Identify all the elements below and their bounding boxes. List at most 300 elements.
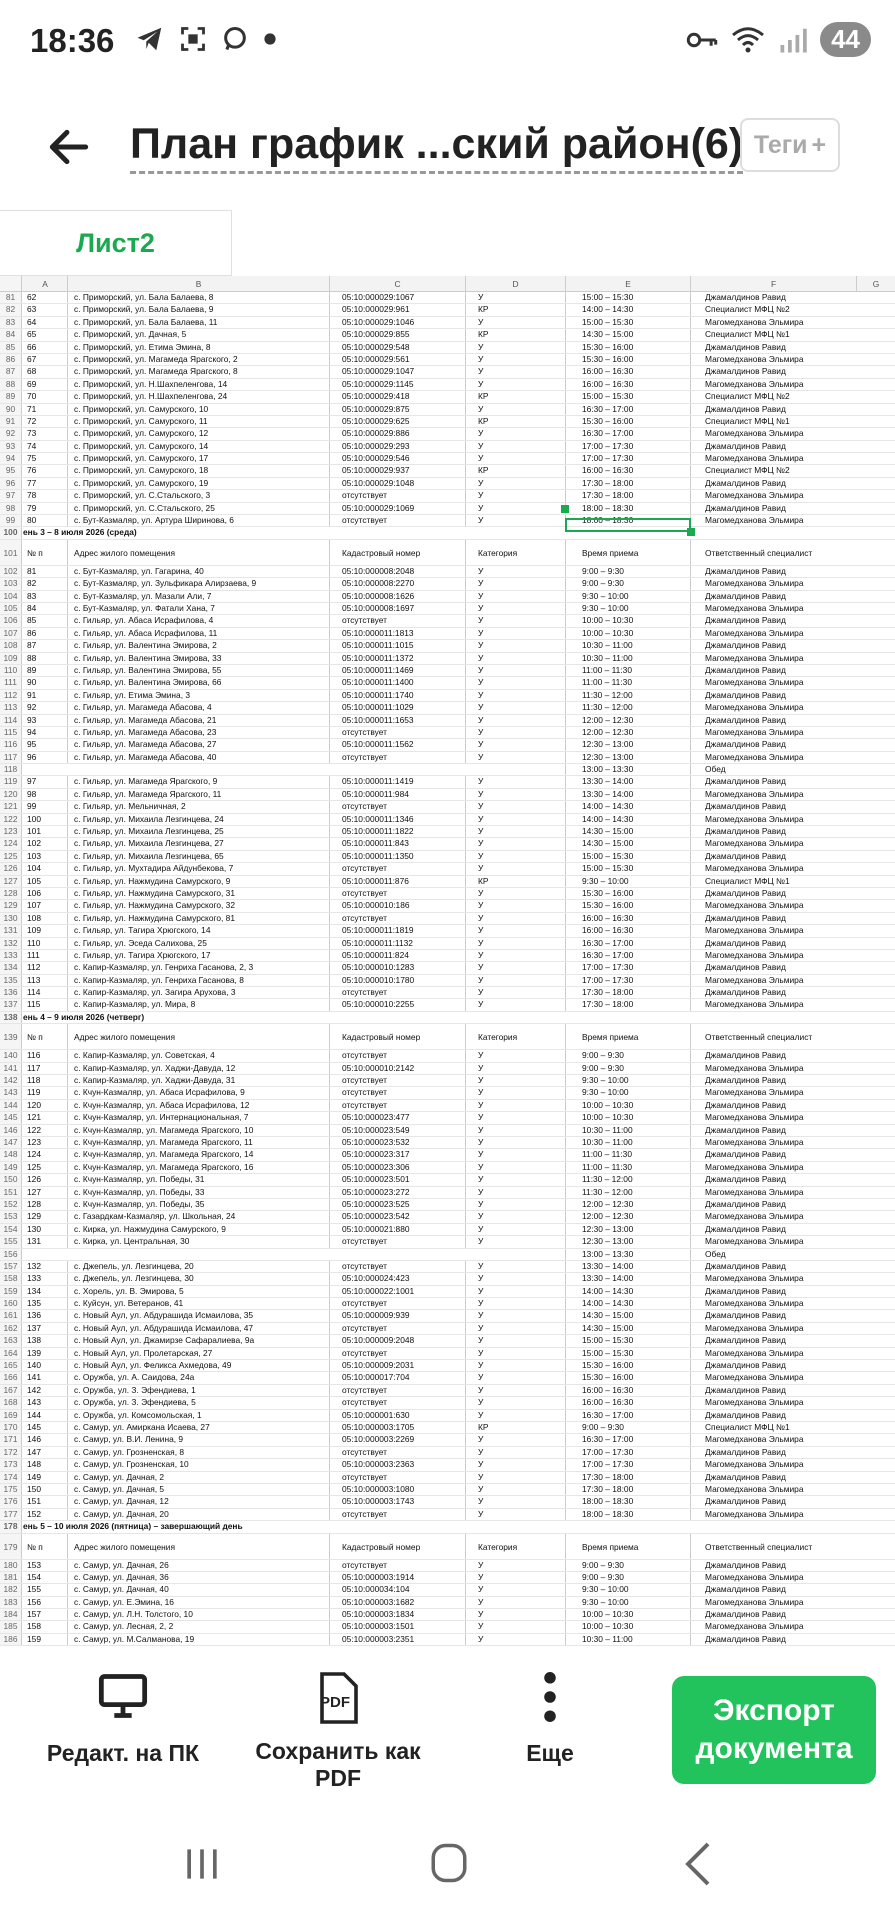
- row-number[interactable]: 166: [0, 1372, 22, 1383]
- row-number[interactable]: 105: [0, 603, 22, 614]
- cell-num[interactable]: 144: [27, 1409, 41, 1420]
- cell-category[interactable]: У: [465, 801, 565, 813]
- cell-category[interactable]: У: [465, 354, 565, 366]
- cell-specialist[interactable]: Магомедханова Эльмира: [690, 490, 856, 502]
- row-number[interactable]: 85: [0, 342, 22, 353]
- cell-num[interactable]: 100: [27, 813, 41, 824]
- row-number[interactable]: 127: [0, 876, 22, 887]
- cell-time[interactable]: 17:30 – 18:00: [565, 490, 690, 502]
- cell-time[interactable]: 16:00 – 16:30: [565, 913, 690, 925]
- cell-category[interactable]: У: [465, 1597, 565, 1609]
- cell-specialist[interactable]: Джамалдинов Равид: [690, 665, 856, 677]
- row-number[interactable]: 171: [0, 1434, 22, 1445]
- cell-category[interactable]: У: [465, 1286, 565, 1298]
- row-number[interactable]: 160: [0, 1298, 22, 1309]
- cell-cadastral[interactable]: отсутствует: [329, 1236, 465, 1248]
- cell-num[interactable]: 146: [27, 1434, 41, 1445]
- cell-time[interactable]: 17:30 – 18:00: [565, 478, 690, 490]
- cell-cadastral[interactable]: отсутствует: [329, 888, 465, 900]
- cell-address[interactable]: с. Самур, ул. Дачная, 26: [67, 1560, 329, 1572]
- cell-specialist[interactable]: Джамалдинов Равид: [690, 1410, 856, 1422]
- cell-specialist[interactable]: Магомедханова Эльмира: [690, 677, 856, 689]
- cell-num[interactable]: 115: [27, 999, 41, 1010]
- cell-cadastral[interactable]: 05:10:000003:2351: [329, 1634, 465, 1646]
- cell-specialist[interactable]: Магомедханова Эльмира: [690, 379, 856, 391]
- row-number[interactable]: 150: [0, 1174, 22, 1185]
- cell-time[interactable]: 18:00 – 18:30: [565, 1509, 690, 1521]
- cell-time[interactable]: 15:30 – 16:00: [565, 342, 690, 354]
- cell-cadastral[interactable]: 05:10:000009:2048: [329, 1335, 465, 1347]
- cell-time[interactable]: 16:00 – 16:30: [565, 1397, 690, 1409]
- cell-address[interactable]: с. Самур, ул. М.Салманова, 19: [67, 1634, 329, 1646]
- cell-address[interactable]: с. Оружба, ул. А. Саидова, 24а: [67, 1372, 329, 1384]
- cell-category[interactable]: У: [465, 727, 565, 739]
- row-number[interactable]: 122: [0, 814, 22, 825]
- cell-num[interactable]: 109: [27, 925, 41, 936]
- cell-time[interactable]: 12:30 – 13:00: [565, 739, 690, 751]
- cell-address[interactable]: с. Приморский, ул. Магамеда Ярагского, 8: [67, 366, 329, 378]
- cell-specialist[interactable]: Магомедханова Эльмира: [690, 1187, 856, 1199]
- cell-num[interactable]: 140: [27, 1360, 41, 1371]
- cell-address[interactable]: с. Гильяр, ул. Валентина Эмирова, 2: [67, 640, 329, 652]
- cell-address[interactable]: с. Самур, ул. Дачная, 12: [67, 1496, 329, 1508]
- row-number[interactable]: 84: [0, 329, 22, 340]
- cell-category[interactable]: У: [465, 1137, 565, 1149]
- cell-specialist[interactable]: Джамалдинов Равид: [690, 739, 856, 751]
- cell-specialist[interactable]: Специалист МФЦ №1: [690, 416, 856, 428]
- cell-specialist[interactable]: Магомедханова Эльмира: [690, 1509, 856, 1521]
- row-number[interactable]: 137: [0, 999, 22, 1010]
- cell-address[interactable]: с. Капир-Казмаляр, ул. Хаджи-Давуда, 31: [67, 1075, 329, 1087]
- row-number[interactable]: 186: [0, 1634, 22, 1645]
- cell-cadastral[interactable]: 05:10:000029:1048: [329, 478, 465, 490]
- row-number[interactable]: 158: [0, 1273, 22, 1284]
- cell-time[interactable]: 17:00 – 17:30: [565, 975, 690, 987]
- cell-cadastral[interactable]: 05:10:000029:561: [329, 354, 465, 366]
- cell-time[interactable]: 9:30 – 10:00: [565, 591, 690, 603]
- cell-category[interactable]: У: [465, 1174, 565, 1186]
- cell-category[interactable]: У: [465, 789, 565, 801]
- cell-num[interactable]: 113: [27, 974, 41, 985]
- cell-category[interactable]: У: [465, 999, 565, 1011]
- cell-category[interactable]: У: [465, 1261, 565, 1273]
- cell-address[interactable]: с. Самур, ул. Дачная, 2: [67, 1472, 329, 1484]
- cell-num[interactable]: 69: [27, 378, 37, 389]
- table-header-cell[interactable]: Время приема: [565, 1534, 690, 1560]
- cell-specialist[interactable]: Магомедханова Эльмира: [690, 950, 856, 962]
- cell-category[interactable]: У: [465, 603, 565, 615]
- cell-cadastral[interactable]: 05:10:000029:1145: [329, 379, 465, 391]
- cell-specialist[interactable]: Джамалдинов Равид: [690, 1174, 856, 1186]
- cell-cadastral[interactable]: 05:10:000003:2269: [329, 1434, 465, 1446]
- day-heading-row[interactable]: [0, 1012, 895, 1024]
- back-nav-icon[interactable]: [680, 1840, 716, 1888]
- cell-address[interactable]: с. Оружба, ул. Комсомольская, 1: [67, 1410, 329, 1422]
- cell-cadastral[interactable]: отсутствует: [329, 1050, 465, 1062]
- cell-category[interactable]: У: [465, 938, 565, 950]
- cell-cadastral[interactable]: 05:10:000011:1350: [329, 851, 465, 863]
- cell-category[interactable]: У: [465, 490, 565, 502]
- cell-cadastral[interactable]: отсутствует: [329, 1385, 465, 1397]
- cell-time[interactable]: 16:00 – 16:30: [565, 465, 690, 477]
- cell-cadastral[interactable]: 05:10:000010:1780: [329, 975, 465, 987]
- cell-category[interactable]: У: [465, 863, 565, 875]
- day-heading[interactable]: ень 5 – 10 июля 2026 (пятница) – завершающий день: [23, 1521, 243, 1532]
- cell-address[interactable]: с. Гильяр, ул. Нажмудина Самурского, 81: [67, 913, 329, 925]
- cell-specialist[interactable]: Джамалдинов Равид: [690, 1149, 856, 1161]
- cell-specialist[interactable]: Джамалдинов Равид: [690, 1560, 856, 1572]
- day-heading-row[interactable]: [0, 1521, 895, 1533]
- cell-specialist[interactable]: Магомедханова Эльмира: [690, 727, 856, 739]
- cell-cadastral[interactable]: 05:10:000029:1046: [329, 317, 465, 329]
- cell-time[interactable]: 14:30 – 15:00: [565, 1323, 690, 1335]
- cell-time[interactable]: 16:30 – 17:00: [565, 1410, 690, 1422]
- cell-cadastral[interactable]: 05:10:000029:1069: [329, 503, 465, 515]
- cell-category[interactable]: КР: [465, 329, 565, 341]
- cell-time[interactable]: 17:30 – 18:00: [565, 999, 690, 1011]
- cell-time[interactable]: 16:30 – 17:00: [565, 428, 690, 440]
- cell-category[interactable]: У: [465, 1112, 565, 1124]
- cell-category[interactable]: У: [465, 1273, 565, 1285]
- cell-category[interactable]: У: [465, 1360, 565, 1372]
- cell-category[interactable]: У: [465, 1224, 565, 1236]
- row-number[interactable]: 185: [0, 1621, 22, 1632]
- cell-cadastral[interactable]: отсутствует: [329, 1298, 465, 1310]
- sheet-tab[interactable]: Лист2: [0, 210, 232, 276]
- cell-cadastral[interactable]: 05:10:000010:186: [329, 900, 465, 912]
- cell-cadastral[interactable]: 05:10:000029:886: [329, 428, 465, 440]
- table-header-cell[interactable]: Ответственный специалист: [690, 1024, 856, 1050]
- table-header-cell[interactable]: Кадастровый номер: [329, 1534, 465, 1560]
- cell-num[interactable]: 158: [27, 1621, 41, 1632]
- cell-time[interactable]: 9:00 – 9:30: [565, 566, 690, 578]
- cell-category[interactable]: У: [465, 1087, 565, 1099]
- cell-category[interactable]: У: [465, 1509, 565, 1521]
- cell-specialist[interactable]: Джамалдинов Равид: [690, 1100, 856, 1112]
- cell-category[interactable]: У: [465, 1496, 565, 1508]
- row-number[interactable]: 119: [0, 776, 22, 787]
- cell-category[interactable]: У: [465, 1063, 565, 1075]
- cell-num[interactable]: 106: [27, 887, 41, 898]
- cell-address[interactable]: с. Бут-Казмаляр, ул. Фатали Хана, 7: [67, 603, 329, 615]
- cell-cadastral[interactable]: отсутствует: [329, 1075, 465, 1087]
- cell-num[interactable]: 121: [27, 1112, 41, 1123]
- cell-specialist[interactable]: Магомедханова Эльмира: [690, 515, 856, 527]
- cell-specialist[interactable]: Джамалдинов Равид: [690, 690, 856, 702]
- cell-num[interactable]: 135: [27, 1298, 41, 1309]
- column-header-b[interactable]: B: [67, 276, 329, 292]
- row-number[interactable]: 124: [0, 838, 22, 849]
- table-header-cell[interactable]: Категория: [465, 540, 565, 566]
- cell-time[interactable]: 18:00 – 18:30: [565, 503, 690, 515]
- cell-cadastral[interactable]: 05:10:000008:2270: [329, 578, 465, 590]
- cell-address[interactable]: с. Кирка, ул. Нажмудина Самурского, 9: [67, 1224, 329, 1236]
- row-number[interactable]: 148: [0, 1149, 22, 1160]
- cell-time[interactable]: 10:30 – 11:00: [565, 1634, 690, 1646]
- cell-time[interactable]: 12:00 – 12:30: [565, 715, 690, 727]
- cell-num[interactable]: 62: [27, 292, 37, 302]
- cell-time[interactable]: 14:30 – 15:00: [565, 838, 690, 850]
- cell-specialist[interactable]: Джамалдинов Равид: [690, 1584, 856, 1596]
- cell-category[interactable]: У: [465, 1310, 565, 1322]
- cell-specialist[interactable]: Джамалдинов Равид: [690, 1075, 856, 1087]
- cell-time[interactable]: 17:00 – 17:30: [565, 1459, 690, 1471]
- row-number[interactable]: 161: [0, 1310, 22, 1321]
- cell-time[interactable]: 15:00 – 15:30: [565, 391, 690, 403]
- cell-time[interactable]: 10:30 – 11:00: [565, 653, 690, 665]
- cell-num[interactable]: 125: [27, 1161, 41, 1172]
- row-number[interactable]: 104: [0, 591, 22, 602]
- cell-category[interactable]: У: [465, 665, 565, 677]
- cell-address[interactable]: с. Приморский, ул. С.Стальского, 25: [67, 503, 329, 515]
- cell-cadastral[interactable]: 05:10:000023:317: [329, 1149, 465, 1161]
- cell-address[interactable]: с. Самур, ул. Грозненская, 10: [67, 1459, 329, 1471]
- cell-category[interactable]: У: [465, 1410, 565, 1422]
- cell-address[interactable]: с. Капир-Казмаляр, ул. Хаджи-Давуда, 12: [67, 1063, 329, 1075]
- cell-category[interactable]: КР: [465, 876, 565, 888]
- cell-category[interactable]: У: [465, 615, 565, 627]
- row-number[interactable]: 92: [0, 428, 22, 439]
- cell-num[interactable]: 73: [27, 428, 37, 439]
- cell-specialist[interactable]: Специалист МФЦ №2: [690, 304, 856, 316]
- row-number[interactable]: 155: [0, 1236, 22, 1247]
- cell-specialist[interactable]: Специалист МФЦ №1: [690, 329, 856, 341]
- cell-time[interactable]: 13:30 – 14:00: [565, 776, 690, 788]
- cell-address[interactable]: с. Гильяр, ул. Мухтадира Айдунбекова, 7: [67, 863, 329, 875]
- cell-category[interactable]: У: [465, 1075, 565, 1087]
- table-header-cell[interactable]: Ответственный специалист: [690, 540, 856, 566]
- cell-cadastral[interactable]: 05:10:000003:1914: [329, 1572, 465, 1584]
- table-header-cell[interactable]: № п: [27, 1541, 43, 1552]
- cell-address[interactable]: с. Капир-Казмаляр, ул. Мира, 8: [67, 999, 329, 1011]
- cell-cadastral[interactable]: 05:10:000011:1346: [329, 814, 465, 826]
- cell-time[interactable]: 9:00 – 9:30: [565, 1063, 690, 1075]
- row-number[interactable]: 90: [0, 404, 22, 415]
- day-heading-row[interactable]: [0, 527, 895, 539]
- cell-specialist[interactable]: Джамалдинов Равид: [690, 1472, 856, 1484]
- cell-num[interactable]: 149: [27, 1471, 41, 1482]
- row-number[interactable]: 138: [0, 1012, 22, 1023]
- cell-num[interactable]: 85: [27, 615, 37, 626]
- row-number[interactable]: 81: [0, 292, 22, 303]
- cell-time[interactable]: 10:30 – 11:00: [565, 640, 690, 652]
- cell-num[interactable]: 157: [27, 1609, 41, 1620]
- row-number[interactable]: 123: [0, 826, 22, 837]
- cell-cadastral[interactable]: отсутствует: [329, 1261, 465, 1273]
- cell-cadastral[interactable]: 05:10:000011:1653: [329, 715, 465, 727]
- cell-specialist[interactable]: Магомедханова Эльмира: [690, 1372, 856, 1384]
- cell-category[interactable]: У: [465, 1447, 565, 1459]
- cell-address[interactable]: с. Кирка, ул. Центральная, 30: [67, 1236, 329, 1248]
- row-number[interactable]: 156: [0, 1249, 22, 1260]
- cell-specialist[interactable]: Джамалдинов Равид: [690, 1496, 856, 1508]
- cell-time[interactable]: 13:00 – 13:30: [565, 1249, 690, 1261]
- cell-cadastral[interactable]: 05:10:000003:1501: [329, 1621, 465, 1633]
- table-header-cell[interactable]: Адрес жилого помещения: [67, 1024, 329, 1050]
- cell-time[interactable]: 13:30 – 14:00: [565, 1261, 690, 1273]
- cell-time[interactable]: 12:00 – 12:30: [565, 1199, 690, 1211]
- cell-cadastral[interactable]: отсутствует: [329, 1323, 465, 1335]
- cell-time[interactable]: 17:00 – 17:30: [565, 441, 690, 453]
- cell-num[interactable]: 154: [27, 1571, 41, 1582]
- cell-category[interactable]: У: [465, 1372, 565, 1384]
- cell-specialist[interactable]: Джамалдинов Равид: [690, 342, 856, 354]
- cell-cadastral[interactable]: отсутствует: [329, 1348, 465, 1360]
- cell-category[interactable]: У: [465, 1050, 565, 1062]
- row-number[interactable]: 87: [0, 366, 22, 377]
- row-number[interactable]: 125: [0, 851, 22, 862]
- cell-category[interactable]: У: [465, 640, 565, 652]
- cell-specialist[interactable]: Джамалдинов Равид: [690, 987, 856, 999]
- save-as-pdf-button[interactable]: [248, 1672, 428, 1792]
- cell-category[interactable]: У: [465, 1560, 565, 1572]
- cell-num[interactable]: 159: [27, 1633, 41, 1644]
- row-number[interactable]: 167: [0, 1385, 22, 1396]
- row-number[interactable]: 129: [0, 900, 22, 911]
- cell-specialist[interactable]: Магомедханова Эльмира: [690, 1597, 856, 1609]
- cell-num[interactable]: 87: [27, 640, 37, 651]
- cell-time[interactable]: 16:00 – 16:30: [565, 366, 690, 378]
- cell-category[interactable]: У: [465, 987, 565, 999]
- cell-specialist[interactable]: Магомедханова Эльмира: [690, 653, 856, 665]
- cell-time[interactable]: 15:00 – 15:30: [565, 1335, 690, 1347]
- cell-specialist[interactable]: Джамалдинов Равид: [690, 292, 856, 304]
- cell-address[interactable]: с. Кчун-Казмаляр, ул. Абаса Исрафилова, 9: [67, 1087, 329, 1099]
- cell-num[interactable]: 81: [27, 565, 37, 576]
- cell-specialist[interactable]: Магомедханова Эльмира: [690, 1323, 856, 1335]
- cell-specialist[interactable]: Магомедханова Эльмира: [690, 702, 856, 714]
- cell-specialist[interactable]: Магомедханова Эльмира: [690, 1087, 856, 1099]
- cell-num[interactable]: 90: [27, 677, 37, 688]
- cell-category[interactable]: У: [465, 317, 565, 329]
- cell-time[interactable]: 12:30 – 13:00: [565, 1236, 690, 1248]
- cell-time[interactable]: 9:30 – 10:00: [565, 876, 690, 888]
- cell-time[interactable]: 9:30 – 10:00: [565, 1597, 690, 1609]
- cell-cadastral[interactable]: 05:10:000029:625: [329, 416, 465, 428]
- cell-address[interactable]: с. Приморский, ул. Н.Шахпеленгова, 24: [67, 391, 329, 403]
- cell-specialist[interactable]: Джамалдинов Равид: [690, 1385, 856, 1397]
- cell-cadastral[interactable]: 05:10:000011:1419: [329, 776, 465, 788]
- cell-cadastral[interactable]: 05:10:000023:306: [329, 1162, 465, 1174]
- cell-cadastral[interactable]: отсутствует: [329, 1087, 465, 1099]
- cell-time[interactable]: 15:30 – 16:00: [565, 900, 690, 912]
- cell-address[interactable]: с. Кчун-Казмаляр, ул. Магамеда Ярагского, 10: [67, 1125, 329, 1137]
- cell-cadastral[interactable]: отсутствует: [329, 863, 465, 875]
- row-number[interactable]: 116: [0, 739, 22, 750]
- cell-cadastral[interactable]: 05:10:000011:876: [329, 876, 465, 888]
- row-number[interactable]: 88: [0, 379, 22, 390]
- cell-category[interactable]: У: [465, 900, 565, 912]
- cell-num[interactable]: 145: [27, 1421, 41, 1432]
- cell-num[interactable]: 80: [27, 515, 37, 526]
- cell-specialist[interactable]: Джамалдинов Равид: [690, 1447, 856, 1459]
- cell-time[interactable]: 10:00 – 10:30: [565, 1100, 690, 1112]
- cell-address[interactable]: с. Самур, ул. Л.Н. Толстого, 10: [67, 1609, 329, 1621]
- row-number[interactable]: 145: [0, 1112, 22, 1123]
- row-number[interactable]: 146: [0, 1125, 22, 1136]
- row-number[interactable]: 184: [0, 1609, 22, 1620]
- cell-time[interactable]: 12:00 – 12:30: [565, 727, 690, 739]
- cell-specialist[interactable]: Магомедханова Эльмира: [690, 752, 856, 764]
- cell-cadastral[interactable]: 05:10:000009:2031: [329, 1360, 465, 1372]
- cell-category[interactable]: У: [465, 925, 565, 937]
- cell-address[interactable]: с. Гильяр, ул. Мельничная, 2: [67, 801, 329, 813]
- cell-time[interactable]: 9:30 – 10:00: [565, 603, 690, 615]
- cell-category[interactable]: У: [465, 1584, 565, 1596]
- cell-address[interactable]: с. Газардкам-Казмаляр, ул. Школьная, 24: [67, 1211, 329, 1223]
- table-header-cell[interactable]: Ответственный специалист: [690, 1534, 856, 1560]
- cell-category[interactable]: У: [465, 1236, 565, 1248]
- cell-time[interactable]: 10:00 – 10:30: [565, 1609, 690, 1621]
- cell-num[interactable]: 103: [27, 850, 41, 861]
- cell-specialist[interactable]: Магомедханова Эльмира: [690, 1273, 856, 1285]
- row-number[interactable]: 121: [0, 801, 22, 812]
- cell-time[interactable]: 10:00 – 10:30: [565, 1112, 690, 1124]
- cell-address[interactable]: с. Приморский, ул. Самурского, 17: [67, 453, 329, 465]
- cell-time[interactable]: 15:30 – 16:00: [565, 354, 690, 366]
- cell-address[interactable]: с. Бут-Казмаляр, ул. Гагарина, 40: [67, 566, 329, 578]
- row-number[interactable]: 82: [0, 304, 22, 315]
- cell-num[interactable]: 94: [27, 726, 37, 737]
- cell-num[interactable]: 104: [27, 863, 41, 874]
- cell-time[interactable]: 9:00 – 9:30: [565, 1560, 690, 1572]
- cell-num[interactable]: 112: [27, 962, 41, 973]
- cell-address[interactable]: с. Капир-Казмаляр, ул. Генриха Гасанова, 8: [67, 975, 329, 987]
- cell-specialist[interactable]: Джамалдинов Равид: [690, 1335, 856, 1347]
- row-number[interactable]: 141: [0, 1063, 22, 1074]
- cell-num[interactable]: 114: [27, 987, 41, 998]
- table-header-cell[interactable]: Категория: [465, 1024, 565, 1050]
- cell-specialist[interactable]: Джамалдинов Равид: [690, 1261, 856, 1273]
- cell-time[interactable]: 11:00 – 11:30: [565, 1149, 690, 1161]
- row-number[interactable]: 94: [0, 453, 22, 464]
- cell-num[interactable]: 86: [27, 627, 37, 638]
- cell-num[interactable]: 110: [27, 937, 41, 948]
- cell-time[interactable]: 10:00 – 10:30: [565, 1621, 690, 1633]
- cell-time[interactable]: 14:00 – 14:30: [565, 814, 690, 826]
- cell-num[interactable]: 98: [27, 788, 37, 799]
- cell-cadastral[interactable]: 05:10:000029:1047: [329, 366, 465, 378]
- cell-address[interactable]: с. Бут-Казмаляр, ул. Зульфикара Алирзаева, 9: [67, 578, 329, 590]
- cell-address[interactable]: с. Кчун-Казмаляр, ул. Интернациональная, 7: [67, 1112, 329, 1124]
- cell-category[interactable]: У: [465, 838, 565, 850]
- edit-on-pc-button[interactable]: [38, 1672, 208, 1767]
- cell-address[interactable]: с. Приморский, ул. Магамеда Ярагского, 2: [67, 354, 329, 366]
- cell-address[interactable]: с. Приморский, ул. Самурского, 18: [67, 465, 329, 477]
- cell-time[interactable]: 17:30 – 18:00: [565, 987, 690, 999]
- cell-num[interactable]: 119: [27, 1087, 41, 1098]
- cell-num[interactable]: 124: [27, 1149, 41, 1160]
- column-header-e[interactable]: E: [565, 276, 690, 292]
- cell-num[interactable]: 141: [27, 1372, 41, 1383]
- cell-num[interactable]: 101: [27, 826, 41, 837]
- cell-specialist[interactable]: Магомедханова Эльмира: [690, 578, 856, 590]
- cell-specialist[interactable]: Джамалдинов Равид: [690, 938, 856, 950]
- cell-num[interactable]: 78: [27, 490, 37, 501]
- cell-specialist[interactable]: Джамалдинов Равид: [690, 566, 856, 578]
- cell-cadastral[interactable]: отсутствует: [329, 987, 465, 999]
- cell-time[interactable]: 16:00 – 16:30: [565, 925, 690, 937]
- cell-address[interactable]: с. Капир-Казмаляр, ул. Загира Арухова, 3: [67, 987, 329, 999]
- cell-category[interactable]: У: [465, 1572, 565, 1584]
- cell-address[interactable]: с. Самур, ул. Дачная, 5: [67, 1484, 329, 1496]
- row-number[interactable]: 174: [0, 1472, 22, 1483]
- cell-address[interactable]: с. Кчун-Казмаляр, ул. Магамеда Ярагского, 11: [67, 1137, 329, 1149]
- cell-category[interactable]: У: [465, 1434, 565, 1446]
- row-number[interactable]: 170: [0, 1422, 22, 1433]
- cell-address[interactable]: с. Кчун-Казмаляр, ул. Победы, 33: [67, 1187, 329, 1199]
- tags-button[interactable]: [740, 118, 840, 172]
